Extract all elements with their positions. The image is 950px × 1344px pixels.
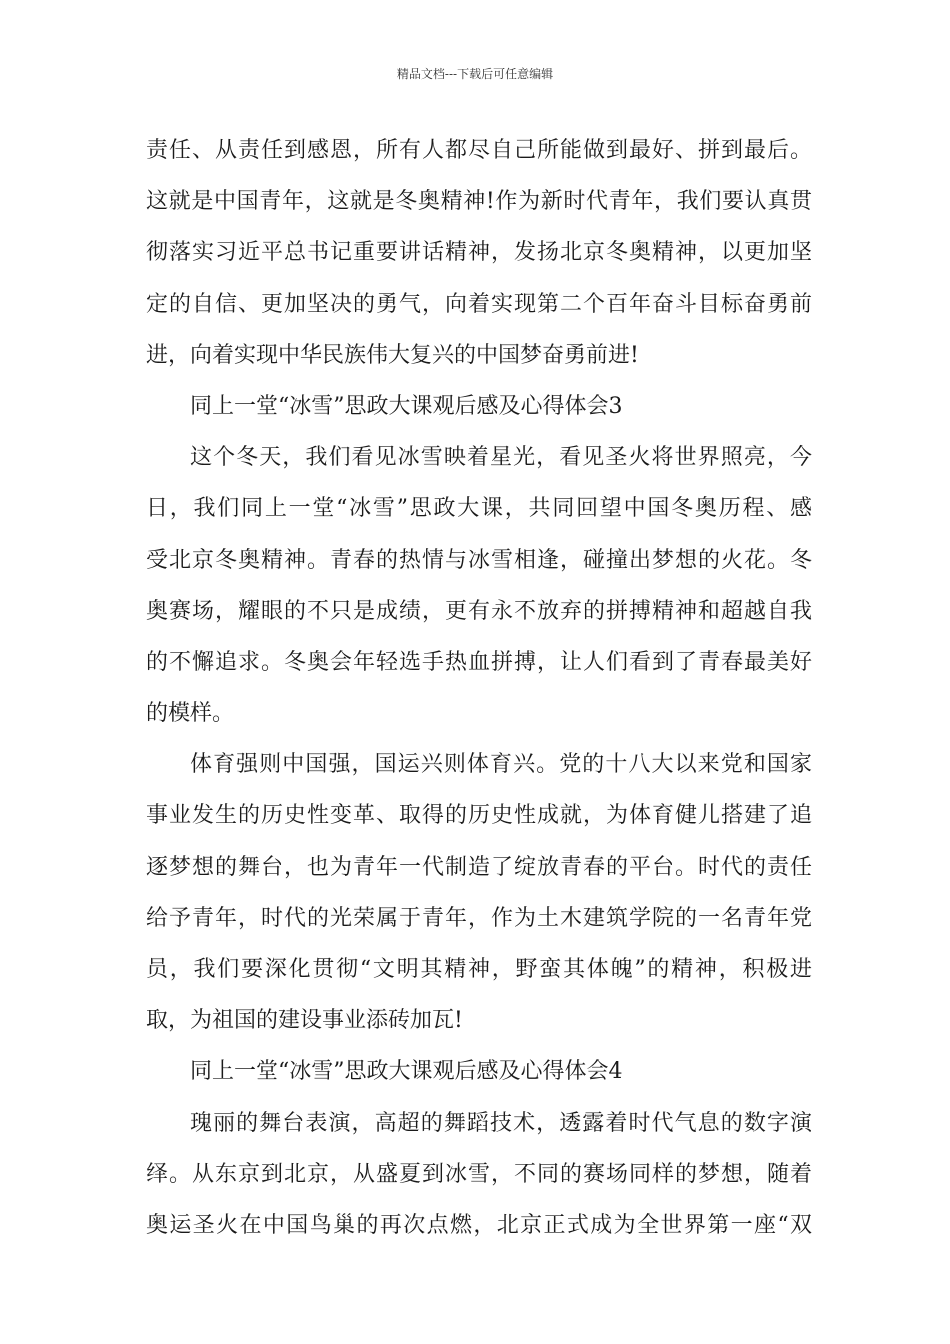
paragraph-line: 奥赛场，耀眼的不只是成绩，更有永不放弃的拼搏精神和超越自我 (146, 598, 812, 624)
section-heading (146, 381, 812, 432)
paragraph (146, 125, 812, 381)
paragraph-line: 奥运圣火在中国鸟巢的再次点燃，北京正式成为全世界第一座“双 (146, 1212, 812, 1238)
heading-text: 同上一堂“冰雪”思政大课观后感及心得体会4 (190, 1059, 623, 1085)
paragraph-line: 彻落实习近平总书记重要讲话精神，发扬北京冬奥精神，以更加坚 (146, 240, 812, 266)
paragraph-line: 绎。从东京到北京，从盛夏到冰雪，不同的赛场同样的梦想，随着 (146, 1161, 812, 1187)
paragraph-line: 这个冬天，我们看见冰雪映着星光，看见圣火将世界照亮，今 (190, 445, 812, 471)
paragraph-line: 进，向着实现中华民族伟大复兴的中国梦奋勇前进! (146, 342, 639, 368)
paragraph-line: 的不懈追求。冬奥会年轻选手热血拼搏，让人们看到了青春最美好 (146, 649, 812, 675)
paragraph (146, 1098, 812, 1252)
paragraph-line: 日，我们同上一堂“冰雪”思政大课，共同回望中国冬奥历程、感 (146, 496, 812, 522)
paragraph-line: 瑰丽的舞台表演，高超的舞蹈技术，透露着时代气息的数字演 (190, 1110, 812, 1136)
paragraph-line: 逐梦想的舞台，也为青年一代制造了绽放青春的平台。时代的责任 (146, 854, 812, 880)
paragraph (146, 432, 812, 739)
document-body (146, 125, 812, 1251)
paragraph-line: 责任、从责任到感恩，所有人都尽自己所能做到最好、拼到最后。 (146, 138, 812, 163)
section-heading (146, 1046, 812, 1097)
paragraph (146, 739, 812, 1046)
paragraph-line: 这就是中国青年，这就是冬奥精神!作为新时代青年，我们要认真贯 (146, 189, 812, 215)
heading-text: 同上一堂“冰雪”思政大课观后感及心得体会3 (190, 393, 623, 419)
paragraph-line: 定的自信、更加坚决的勇气，向着实现第二个百年奋斗目标奋勇前 (146, 291, 812, 317)
paragraph-line: 受北京冬奥精神。青春的热情与冰雪相逢，碰撞出梦想的火花。冬 (146, 547, 812, 573)
paragraph-line: 事业发生的历史性变革、取得的历史性成就，为体育健儿搭建了追 (146, 803, 812, 829)
paragraph-line: 员，我们要深化贯彻“文明其精神，野蛮其体魄”的精神，积极进 (146, 957, 812, 982)
paragraph-line: 给予青年，时代的光荣属于青年，作为土木建筑学院的一名青年党 (146, 905, 812, 931)
page-header: 精品文档---下载后可任意编辑 (396, 67, 554, 81)
paragraph-line: 的模样。 (146, 701, 235, 727)
paragraph-line: 体育强则中国强，国运兴则体育兴。党的十八大以来党和国家 (190, 752, 812, 778)
paragraph-line: 取，为祖国的建设事业添砖加瓦! (146, 1008, 463, 1034)
